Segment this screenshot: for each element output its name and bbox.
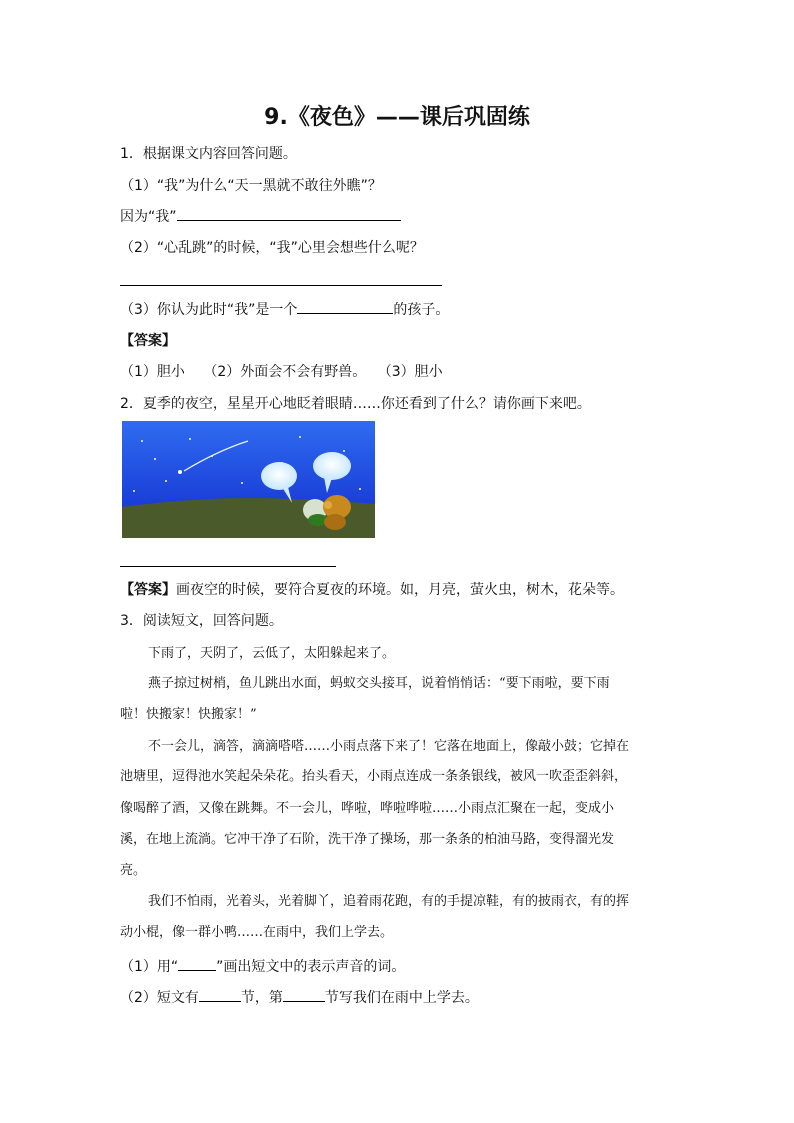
question-1-sub-2: （2）“心乱跳”的时候，“我”心里会想些什么呢？: [120, 240, 424, 256]
sub-2-part-c: 节写我们在雨中上学去。: [324, 990, 479, 1006]
question-1-sub-1-answer-line: [120, 206, 401, 227]
blank-line[interactable]: [177, 206, 401, 221]
question-1-stem: 1．根据课文内容回答问题。: [120, 146, 297, 162]
blank-line[interactable]: [178, 956, 216, 971]
passage-line: 我们不怕雨，光着头，光着脚丫，追着雨花跑，有的手提凉鞋，有的披雨衣，有的挥: [148, 894, 630, 909]
answer-label: 【答案】: [120, 333, 176, 349]
question-1-sub-3: [120, 299, 449, 320]
passage-line: 亮。: [120, 863, 147, 878]
blank-line[interactable]: [283, 987, 325, 1002]
question-3-stem: 3．阅读短文，回答问题。: [120, 613, 283, 629]
sub-3-suffix: 的孩子。: [393, 302, 450, 318]
question-3-sub-2: [120, 987, 479, 1008]
answer-label: 【答案】: [120, 582, 176, 598]
passage-line: 像喝醉了酒，又像在跳舞。不一会儿，哗啦，哗啦哗啦……小雨点汇聚在一起，变成小: [120, 801, 615, 816]
question-2-answer: [120, 580, 624, 600]
passage-line: 池塘里，逗得池水笑起朵朵花。抬头看天，小雨点连成一条条银线，被风一吹歪歪斜斜，: [120, 769, 628, 784]
passage-line: 下雨了，天阴了，云低了，太阳躲起来了。: [148, 646, 396, 661]
answer-prefix: 因为“我”: [120, 209, 177, 225]
drawing-rule[interactable]: [120, 566, 336, 567]
question-1-answer: （1）胆小 （2）外面会不会有野兽。 （3）胆小: [120, 364, 443, 380]
blank-line[interactable]: [199, 987, 241, 1002]
blank-line[interactable]: [297, 299, 393, 314]
passage-line: 动小棍，像一群小鸭……在雨中，我们上学去。: [120, 925, 394, 940]
sub-2-part-b: 节，第: [240, 990, 283, 1006]
night-sky-illustration: [122, 421, 375, 538]
question-2-stem: 2．夏季的夜空，星星开心地眨着眼睛……你还看到了什么？请你画下来吧。: [120, 396, 591, 412]
sub-1-suffix: ”画出短文中的表示声音的词。: [216, 959, 406, 975]
sub-1-prefix: （1）用“: [120, 959, 179, 975]
page-title: 9.《夜色》——课后巩固练: [264, 105, 530, 130]
question-1-sub-1: （1）“我”为什么“天一黑就不敢往外瞧”？: [120, 178, 382, 194]
sub-3-prefix: （3）你认为此时“我”是一个: [120, 302, 298, 318]
question-3-sub-1: [120, 956, 405, 977]
passage-line: 燕子掠过树梢，鱼儿跳出水面，蚂蚁交头接耳，说着悄悄话：“要下雨啦，要下雨: [148, 676, 610, 691]
answer-text: 画夜空的时候，要符合夏夜的环境。如，月亮，萤火虫，树木，花朵等。: [176, 582, 624, 598]
passage-line: 啦！快搬家！快搬家！”: [120, 707, 257, 722]
answer-rule[interactable]: [120, 285, 442, 286]
passage-line: 不一会儿，滴答，滴滴嗒嗒……小雨点落下来了！它落在地面上，像敲小鼓；它掉在: [148, 739, 630, 754]
sub-2-part-a: （2）短文有: [120, 990, 199, 1006]
passage-line: 溪，在地上流淌。它冲干净了石阶，洗干净了操场，那一条条的柏油马路，变得溜光发: [120, 832, 615, 847]
